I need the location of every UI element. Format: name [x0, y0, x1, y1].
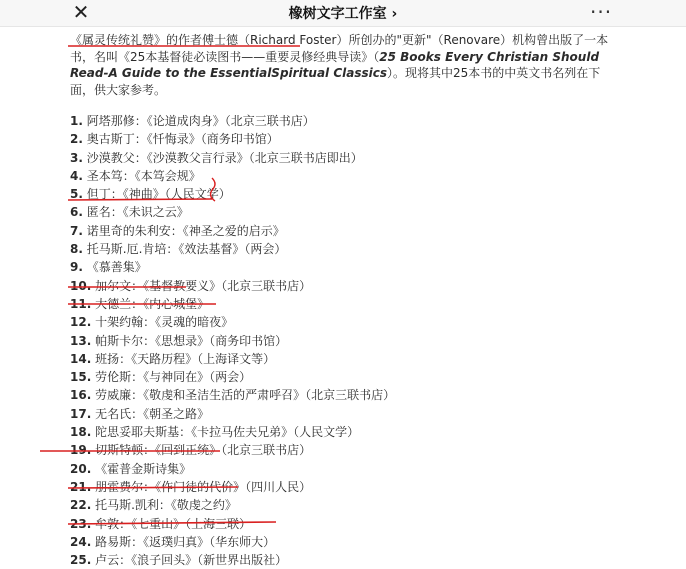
book-text: 切斯特顿：《回到正统》（北京三联书店）: [95, 443, 312, 458]
book-text: 奥古斯丁：《忏悔录》（商务印书馆）: [86, 132, 279, 147]
more-icon[interactable]: ···: [590, 0, 613, 24]
close-icon[interactable]: ✕: [72, 0, 90, 24]
book-number: 10.: [70, 278, 92, 293]
book-number: 18.: [70, 425, 92, 440]
book-text: 陀思妥耶夫斯基：《卡拉马佐夫兄弟》（人民文学）: [95, 425, 360, 440]
book-number: 11.: [70, 296, 92, 311]
book-number: 20.: [70, 461, 92, 476]
book-item: [70, 533, 610, 551]
book-text: 朋霍费尔：《作门徒的代价》（四川人民）: [95, 479, 312, 494]
book-text: 劳威廉：《敬虔和圣洁生活的严肃呼召》（北京三联书店）: [95, 388, 396, 403]
book-text: 但丁：《神曲》（人民文学）: [86, 187, 231, 202]
book-text: 加尔文：《基督教要义》（北京三联书店）: [95, 278, 312, 293]
book-number: 7.: [70, 223, 83, 238]
book-text: 卢云：《浪子回头》（新世界出版社）: [95, 553, 288, 568]
book-text: 十架约翰：《灵魂的暗夜》: [95, 315, 234, 330]
book-text: 阿塔那修：《论道成肉身》（北京三联书店）: [86, 114, 315, 128]
book-number: 17.: [70, 406, 92, 421]
underline-book-6: [68, 199, 212, 200]
book-number: 22.: [70, 498, 92, 513]
book-text: 牟敦：《七重山》（上海三联）: [95, 516, 252, 531]
book-number: 23.: [70, 516, 92, 531]
book-number: 21.: [70, 479, 92, 494]
page-title[interactable]: 橡树文字工作室 ›: [288, 6, 398, 22]
book-number: 15.: [70, 370, 92, 385]
book-number: 4.: [70, 168, 83, 183]
book-text: 匿名：《未识之云》: [86, 205, 189, 220]
book-number: 24.: [70, 534, 92, 549]
underline-book-23: [68, 487, 238, 488]
intro-text-2: ）。现将其中25本书的中英文书名列在下面，供大家参考。: [70, 66, 601, 97]
book-text: 班扬：《天路历程》（上海译文等）: [95, 351, 276, 366]
book-text: 托马斯.厄.肯培：《效法基督》（两会）: [86, 242, 287, 257]
book-number: 14.: [70, 351, 92, 366]
book-number: 3.: [70, 150, 83, 165]
book-item: [70, 551, 610, 569]
book-text: 《慕善集》: [86, 260, 147, 275]
book-text: 诺里奇的朱利安：《神圣之爱的启示》: [86, 223, 285, 238]
book-text: 大德兰：《内心城堡》: [95, 296, 210, 311]
book-text: 无名氏：《朝圣之路》: [95, 406, 210, 421]
bracket-book-5-6: [211, 178, 215, 201]
book-number: 8.: [70, 242, 83, 257]
book-number: 9.: [70, 260, 83, 275]
book-number: 19.: [70, 443, 92, 458]
book-number: 6.: [70, 205, 83, 220]
book-number: 2.: [70, 132, 83, 147]
book-text: 《霍普金斯诗集》: [95, 461, 192, 476]
intro-english-title: 25 Books Every Christian Should Read-A Guide to the EssentialSpiritual Classics: [70, 49, 600, 80]
book-number: 5.: [70, 187, 83, 202]
book-number: 1.: [70, 114, 83, 128]
book-text: 路易斯：《返璞归真》（华东师大）: [95, 534, 276, 549]
book-number: 13.: [70, 333, 92, 348]
underline-book-25: [68, 522, 276, 524]
book-number: 16.: [70, 388, 92, 403]
book-number: 25.: [70, 553, 92, 568]
book-text: 劳伦斯：《与神同在》（两会）: [95, 370, 252, 385]
book-text: 圣本笃：《本笃会规》: [86, 168, 201, 183]
book-text: 帕斯卡尔：《思想录》（商务印书馆）: [95, 333, 288, 348]
book-text: 托马斯.凯利：《敬虔之约》: [95, 498, 237, 513]
book-text: 沙漠教父：《沙漠教父言行录》（北京三联书店即出）: [86, 150, 363, 165]
intro-text-1: 《属灵传统礼赞》的作者傅士德（Richard Foster）所创办的"更新"（Renovare）机构曾出版了一本书，名叫《25本基督徒必读图书——重要灵修经典导读》（: [70, 33, 609, 64]
book-number: 12.: [70, 315, 92, 330]
